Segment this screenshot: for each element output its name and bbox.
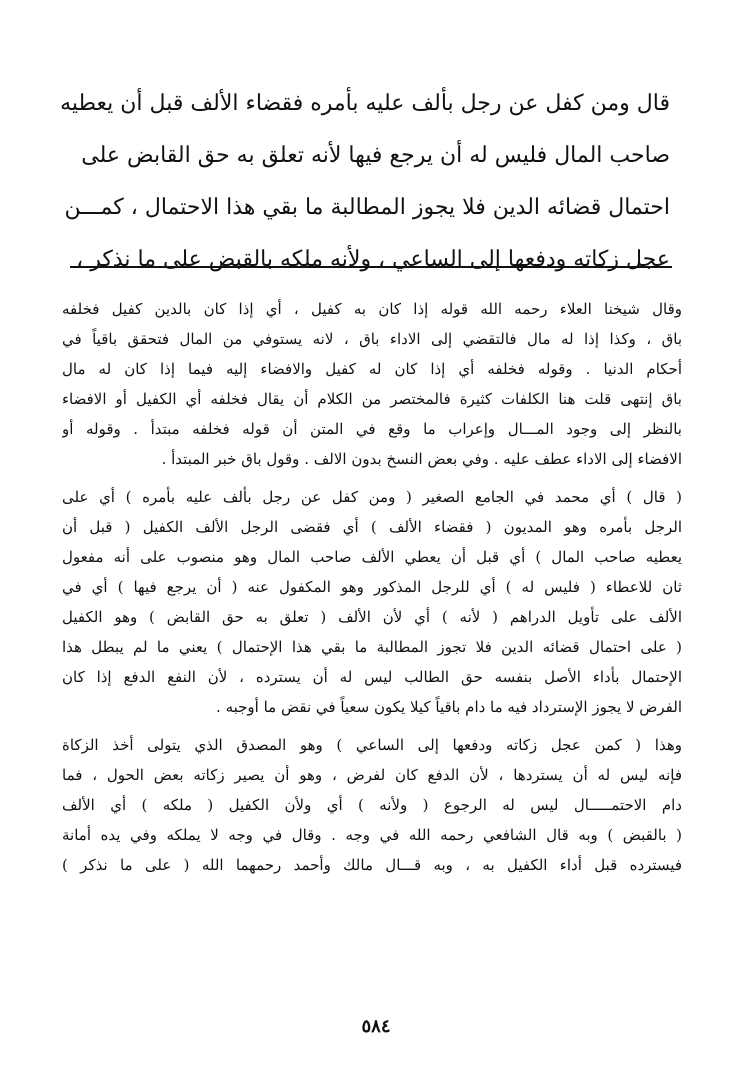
commentary-line: ( قال ) أي محمد في الجامع الصغير ( ومن كفل عن رجل بألف عليه بأمره ) أي على <box>62 488 682 506</box>
commentary-line: الإحتمال بأداء الأصل بنفسه حق الطالب ليس له أن يسترده ، لأن النفع الدفع إذا كان <box>62 668 682 686</box>
commentary-line: يعطيه صاحب المال ) أي قبل أن يعطي الألف صاحب المال وهو منصوب على أنه مفعول <box>62 548 682 566</box>
commentary-line: فإنه ليس له أن يستردها ، لأن الدفع كان لفرض ، وهو أن يصير زكاته بعض الحول ، فما <box>62 766 682 784</box>
commentary-line: باق إنتهى قلت هنا الكلفات كثيرة فالمختصر من الكلام أن يقال فخلفه أي الكفيل أو الافضاء <box>62 390 682 408</box>
commentary-line: الافضاء إلى الاداء عطف عليه . وفي بعض النسخ بدون الالف . وقول باق خبر المبتدأ . <box>161 450 682 468</box>
main-text-line: احتمال قضائه الدين فلا يجوز المطالبة ما بقي هذا الاحتمال ، كمـــن <box>64 195 670 220</box>
main-text-block <box>60 78 670 286</box>
commentary-line: الرجل بأمره وهو المديون ( فقضاء الألف ) أي فقضى الرجل الألف الكفيل ( قبل أن <box>62 518 682 536</box>
commentary-paragraph <box>62 482 682 722</box>
section-divider <box>70 266 672 268</box>
commentary-line: باق ، وكذا إذا له مال فالتقضي إلى الاداء باق ، لانه يستوفي من المال فتحقق باقياً في <box>62 330 682 348</box>
commentary-block <box>62 294 682 888</box>
commentary-line: ( على احتمال قضائه الدين فلا تجوز المطالبة ما بقي هذا الإحتمال ) يعني ما لم يبطل هذا <box>62 638 682 656</box>
main-text-line: عجل زكاته ودفعها إلى الساعي ، ولأنه ملكه بالقبض على ما نذكر ، <box>76 247 670 272</box>
commentary-line: بالنظر إلى وجود المـــال وإعراب ما وقع في المتن أن قوله فخلفه مبتدأ . وقوله أو <box>62 420 682 438</box>
commentary-paragraph <box>62 294 682 474</box>
commentary-line: ثان للاعطاء ( فليس له ) أي للرجل المذكور وهو المكفول عنه ( أن يرجع فيها ) أي في <box>62 578 682 596</box>
commentary-line: دام الاحتمـــــال ليس له الرجوع ( ولأنه ) أي ولأن الكفيل ( ملكه ) أي الألف <box>62 796 682 814</box>
commentary-line: الفرض لا يجوز الإسترداد فيه ما دام باقياً كيلا يكون سعياً في نقض ما أوجبه . <box>216 698 682 716</box>
commentary-paragraph <box>62 730 682 880</box>
page-number: ٥٨٤ <box>361 1016 391 1037</box>
commentary-line: ( بالقبض ) وبه قال الشافعي رحمه الله في وجه . وقال في وجه لا يملكه وفي يده أمانة <box>62 826 682 844</box>
commentary-line: وقال شيخنا العلاء رحمه الله قوله إذا كان به كفيل ، أي إذا كان بالدين كفيل فخلفه <box>62 300 682 318</box>
commentary-line: وهذا ( كمن عجل زكاته ودفعها إلى الساعي ) وهو المصدق الذي يتولى أخذ الزكاة <box>62 736 682 754</box>
main-text-line: صاحب المال فليس له أن يرجع فيها لأنه تعلق به حق القابض على <box>81 143 670 168</box>
commentary-line: الألف على تأويل الدراهم ( لأنه ) أي لأن الألف ( تعلق به حق القابض ) وهو الكفيل <box>62 608 682 626</box>
main-text-line: قال ومن كفل عن رجل بألف عليه بأمره فقضاء الألف قبل أن يعطيه <box>60 91 670 116</box>
commentary-line: أحكام الدنيا . وقوله فخلفه أي إذا كان له كفيل والافضاء إليه فيما إذا كان له مال <box>62 360 682 378</box>
commentary-line: فيسترده قبل أداء الكفيل به ، وبه قـــال مالك وأحمد رحمهما الله ( على ما نذكر ) <box>62 856 682 874</box>
